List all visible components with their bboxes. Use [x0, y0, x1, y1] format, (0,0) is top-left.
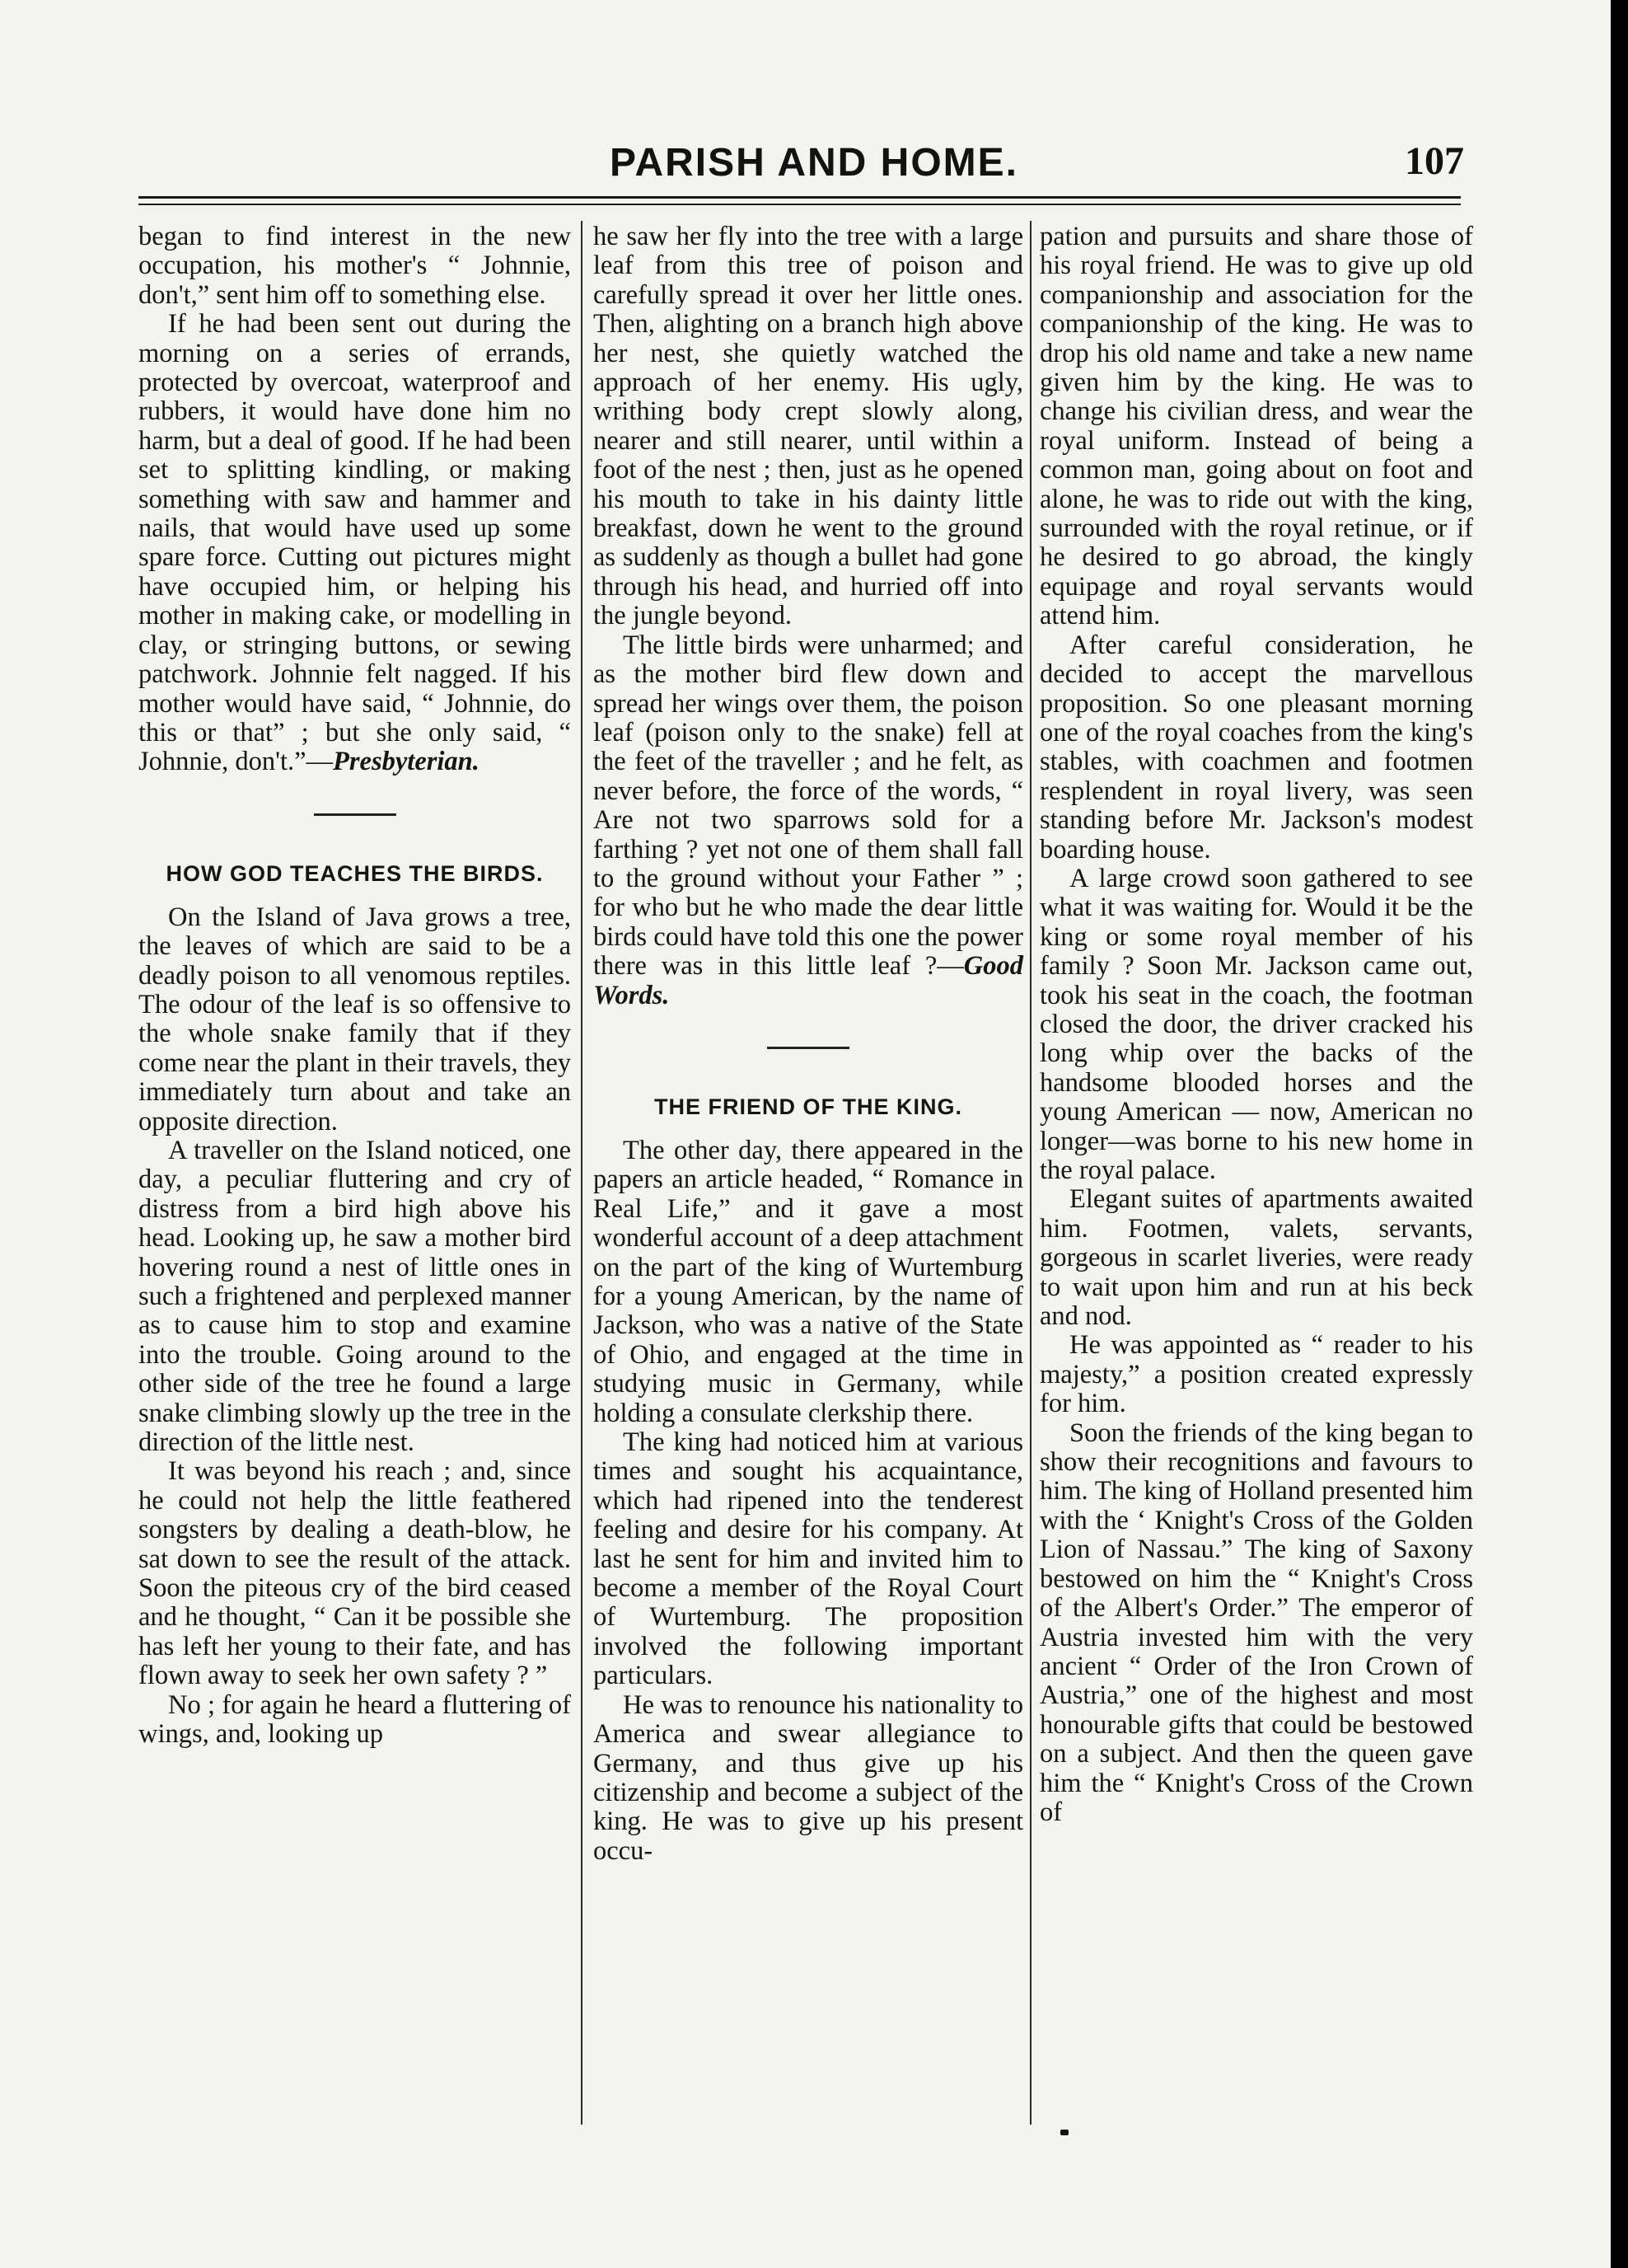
paragraph-text: The little birds were unharmed; and as the mother bird flew down and spread her wings over them, the poison leaf (poison only to the snake) fell at the feet of the traveller ; and he felt, as never before, the force of the words, “ Are not two sparrows sold for a farthing ? yet not one of them shall fall to the ground without your Father ” ; for who but he who made the dear little birds could have told this one the power there was in this little leaf ?—	[593, 630, 1023, 982]
paragraph: A large crowd soon gathered to see what it was waiting for. Would it be the king or some royal member of his family ? Soon Mr. Jackson came out, took his seat in the coach, the footman closed the door, the driver cracked his long whip over the backs of the handsome blooded horses and the young American — now, American no longer—was borne to his new home in the royal palace.	[1040, 863, 1473, 1185]
paragraph: Soon the friends of the king began to show their recognitions and favours to him. The king of Holland presented him with the ‘ Knight's Cross of the Golden Lion of Nassau.” The king of Saxony bestowed on him the “ Knight's Cross of the Albert's Order.” The emperor of Austria invested him with the very ancient “ Order of the Iron Crown of Austria,” one of the highest and most honourable gifts that could be bestowed on a subject. And then the queen gave him the “ Knight's Cross of the Crown of	[1040, 1418, 1473, 1827]
article-heading: THE FRIEND OF THE KING.	[654, 1094, 962, 1119]
paragraph-text: If he had been sent out during the morning on a series of errands, protected by overcoat, waterproof and rubbers, it would have done him no harm, but a deal of good. If he had been set to splitting kindling, or making something with saw and hammer and nails, that would have used up some spare force. Cutting out pictures might have occupied him, or helping his mother in making cake, or modelling in clay, or stringing buttons, or sewing patchwork. Johnnie felt nagged. If his mother would have said, “ Johnnie, do this or that” ; but she only said, “ Johnnie, don't.”—	[138, 309, 571, 777]
printer-mark	[1060, 2130, 1069, 2135]
column-divider-1	[581, 221, 582, 2125]
section-separator	[314, 813, 396, 816]
column-1	[138, 223, 571, 1750]
article-heading: HOW GOD TEACHES THE BIRDS.	[166, 860, 544, 886]
paragraph	[138, 310, 571, 777]
paragraph: began to find interest in the new occupation, his mother's “ Johnnie, don't,” sent him off to something else.	[138, 222, 571, 310]
paragraph: pation and pursuits and share those of his royal friend. He was to give up old companionship and association for the companionship of the king. He was to drop his old name and take a new name given him by the king. He was to change his civilian dress, and wear the royal uniform. Instead of being a common man, going about on foot and alone, he was to ride out with the king, surrounded with the royal retinue, or if he desired to go abroad, the kingly equipage and royal servants would attend him.	[1040, 222, 1473, 631]
paragraph: The king had noticed him at various times and sought his acquaintance, which had ripened into the tenderest feeling and desire for his company. At last he sent for him and invited him to become a member of the Royal Court of Wurtemburg. The proposition involved the following important particulars.	[593, 1427, 1023, 1691]
page-header-title: PARISH AND HOME.	[609, 141, 1018, 185]
column-divider-2	[1030, 221, 1032, 2125]
paragraph: It was beyond his reach ; and, since he could not help the little feathered songsters by dealing a death-blow, he sat down to see the result of the attack. Soon the piteous cry of the bird ceased and he thought, “ Can it be possible she has left her young to their fate, and has flown away to seek her own safety ? ”	[138, 1456, 571, 1691]
paragraph: The other day, there appeared in the papers an article headed, “ Romance in Real Life,” and it gave a most wonderful account of a deep attachment on the part of the king of Wurtemburg for a young American, by the name of Jackson, who was a native of the State of Ohio, and engaged at the time in studying music in Germany, while holding a consulate clerkship there.	[593, 1135, 1023, 1428]
header-rule-thick	[138, 196, 1461, 199]
paragraph: He was to renounce his nationality to America and swear allegiance to Germany, and thus give up his citizenship and become a subject of the king. He was to give up his present occu-	[593, 1689, 1023, 1866]
column-3	[1040, 223, 1473, 1827]
section-separator	[767, 1047, 849, 1049]
header-rule-thin	[138, 204, 1461, 205]
paragraph: Elegant suites of apartments awaited him. Footmen, valets, servants, gorgeous in scarlet liveries, were ready to wait upon him and run at his beck and nod.	[1040, 1184, 1473, 1332]
page-number: 107	[1405, 139, 1464, 183]
paragraph: He was appointed as “ reader to his majesty,” a position created expressly for him.	[1040, 1330, 1473, 1419]
paragraph	[593, 631, 1023, 1010]
paragraph: No ; for again he heard a fluttering of wings, and, looking up	[138, 1689, 571, 1750]
column-2	[593, 223, 1023, 1866]
paragraph: After careful consideration, he decided to accept the marvellous proposition. So one pleasant morning one of the royal coaches from the king's stables, with coachmen and footmen resplendent in royal livery, was seen standing before Mr. Jackson's modest boarding house.	[1040, 630, 1473, 865]
paragraph: On the Island of Java grows a tree, the leaves of which are said to be a deadly poison to all venomous reptiles. The odour of the leaf is so offensive to the whole snake family that if they come near the plant in their travels, they immediately turn about and take an opposite direction.	[138, 902, 571, 1136]
paragraph: A traveller on the Island noticed, one day, a peculiar fluttering and cry of distress from a bird high above his head. Looking up, he saw a mother bird hovering round a nest of little ones in such a frightened and perplexed manner as to cause him to stop and examine into the trouble. Going around to the other side of the tree he found a large snake climbing slowly up the tree in the direction of the little nest.	[138, 1135, 571, 1458]
source-attribution: Presbyterian.	[333, 747, 480, 777]
source-attribution: Good Words.	[593, 951, 1023, 1010]
paragraph: he saw her fly into the tree with a large leaf from this tree of poison and carefully spread it over her little ones. Then, alighting on a branch high above her nest, she quietly watched the approach of her enemy. His ugly, writhing body crept slowly along, nearer and still nearer, until within a foot of the nest ; then, just as he opened his mouth to take in his dainty little breakfast, down he went to the ground as suddenly as though a bullet had gone through his head, and hurried off into the jungle beyond.	[593, 222, 1023, 631]
page-edge-border	[1611, 0, 1628, 2268]
